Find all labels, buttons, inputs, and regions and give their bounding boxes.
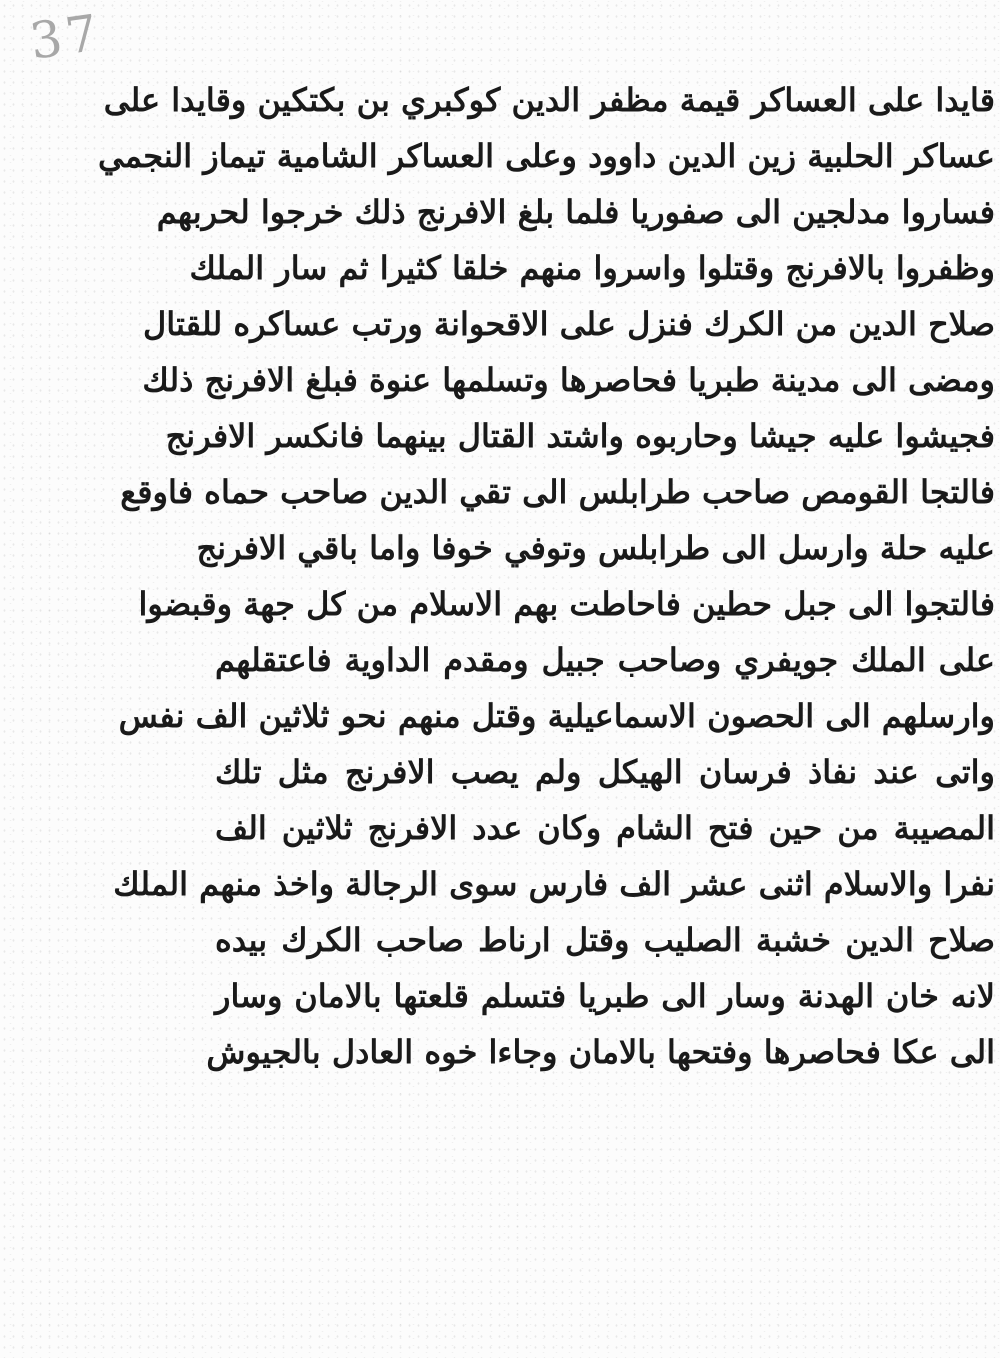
manuscript-line: صلاح الدين خشبة الصليب وقتل ارناط صاحب الكرك بيده bbox=[215, 921, 995, 959]
manuscript-line: واتى عند نفاذ فرسان الهيكل ولم يصب الافرنج مثل تلك bbox=[215, 753, 995, 791]
manuscript-line: عساكر الحلبية زين الدين داوود وعلى العساكر الشامية تيماز النجمي bbox=[98, 137, 995, 175]
manuscript-line: وظفروا بالافرنج وقتلوا واسروا منهم خلقا كثيرا ثم سار الملك bbox=[189, 249, 995, 287]
manuscript-line: الى عكا فحاصرها وفتحها بالامان وجاءا خوه العادل بالجيوش bbox=[206, 1033, 995, 1071]
manuscript-line: فجيشوا عليه جيشا وحاربوه واشتد القتال بينهما فانكسر الافرنج bbox=[165, 417, 995, 455]
manuscript-line: ومضى الى مدينة طبريا فحاصرها وتسلمها عنوة فبلغ الافرنج ذلك bbox=[142, 361, 995, 399]
manuscript-line: لانه خان الهدنة وسار الى طبريا فتسلم قلعتها بالامان وسار bbox=[215, 977, 995, 1015]
manuscript-line: فالتجوا الى جبل حطين فاحاطت بهم الاسلام من كل جهة وقبضوا bbox=[138, 585, 995, 623]
manuscript-line: فالتجا القومص صاحب طرابلس الى تقي الدين صاحب حماه فاوقع bbox=[120, 473, 995, 511]
manuscript-line: عليه حلة وارسل الى طرابلس وتوفي خوفا واما باقي الافرنج bbox=[196, 529, 995, 567]
manuscript-line: فساروا مدلجين الى صفوريا فلما بلغ الافرنج ذلك خرجوا لحربهم bbox=[156, 193, 995, 231]
manuscript-line: صلاح الدين من الكرك فنزل على الاقحوانة ورتب عساكره للقتال bbox=[143, 305, 995, 343]
manuscript-line: المصيبة من حين فتح الشام وكان عدد الافرنج ثلاثين الف bbox=[215, 809, 995, 847]
manuscript-line: نفرا والاسلام اثنى عشر الف فارس سوى الرجالة واخذ منهم الملك bbox=[113, 865, 995, 903]
manuscript-line: قايدا على العساكر قيمة مظفر الدين كوكبري بن بكتكين وقايدا على bbox=[103, 81, 995, 119]
folio-number: 37 bbox=[26, 3, 106, 71]
manuscript-text bbox=[98, 72, 996, 1080]
manuscript-line: على الملك جويفري وصاحب جبيل ومقدم الداوية فاعتقلهم bbox=[215, 641, 996, 679]
manuscript-line: وارسلهم الى الحصون الاسماعيلية وقتل منهم نحو ثلاثين الف نفس bbox=[118, 697, 995, 735]
